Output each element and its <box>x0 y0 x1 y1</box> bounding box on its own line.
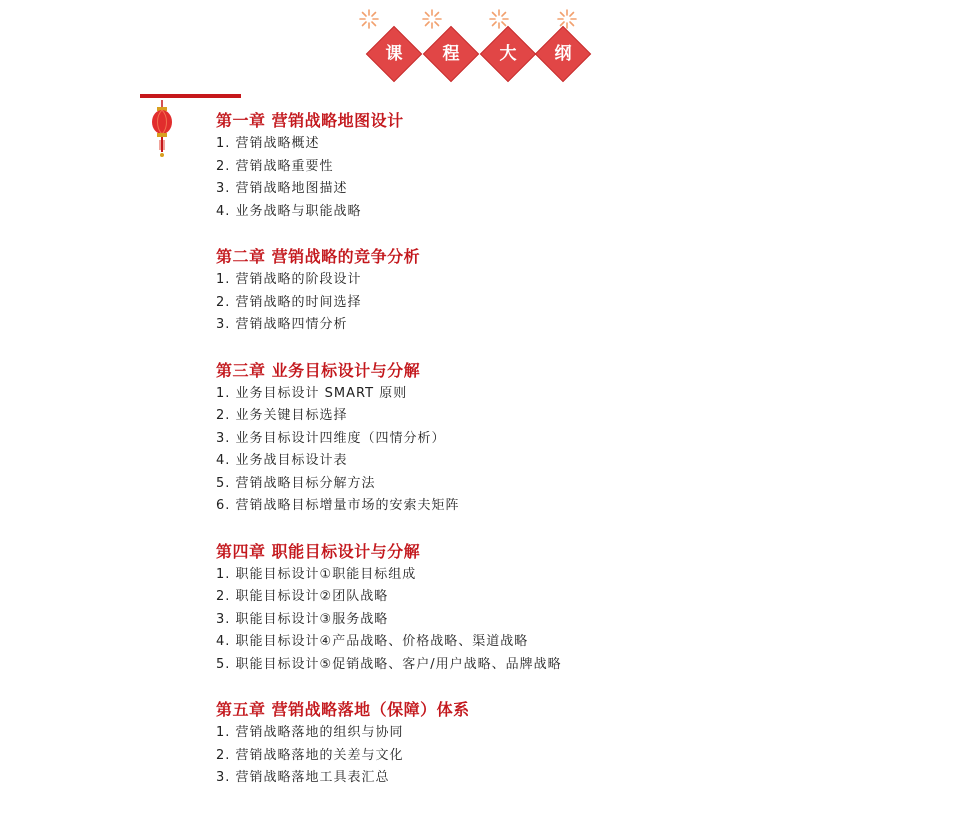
list-item: 6. 营销战略目标增量市场的安索夫矩阵 <box>216 498 460 513</box>
list-item: 3. 营销战略四情分析 <box>216 317 348 332</box>
chapter-title: 第五章 营销战略落地（保障）体系 <box>216 700 470 719</box>
list-item: 2. 营销战略的时间选择 <box>216 294 362 310</box>
list-item: 4. 业务战略与职能战略 <box>216 203 362 219</box>
list-item: 5. 职能目标设计⑤促销战略、客户/用户战略、品牌战略 <box>216 656 562 672</box>
list-item: 1. 营销战略的阶段设计 <box>216 272 362 287</box>
title-char: 课 <box>385 44 403 64</box>
list-item: 2. 营销战略落地的关差与文化 <box>216 747 404 763</box>
chapter-1 <box>216 109 916 223</box>
list-item: 4. 业务战目标设计表 <box>216 453 348 468</box>
list-item: 1. 业务目标设计 SMART 原则 <box>216 385 408 401</box>
list-item: 5. 营销战略目标分解方法 <box>216 475 376 491</box>
list-item: 1. 营销战略落地的组织与协同 <box>216 725 404 740</box>
chapter-title: 第二章 营销战略的竞争分析 <box>216 247 421 266</box>
list-item: 2. 营销战略重要性 <box>216 158 334 174</box>
chapter-title: 第四章 职能目标设计与分解 <box>216 541 421 561</box>
chapter-2 <box>216 245 916 337</box>
header <box>0 0 958 100</box>
chapter-title: 第三章 业务目标设计与分解 <box>216 360 421 380</box>
chapter-3 <box>216 359 916 518</box>
chapter-5 <box>216 698 916 790</box>
lantern-icon <box>150 100 174 164</box>
title-diamond <box>423 26 479 82</box>
title-char: 大 <box>499 44 517 64</box>
title-diamond <box>366 26 422 82</box>
title-diamond <box>480 26 536 82</box>
course-outline <box>216 109 916 812</box>
list-item: 2. 职能目标设计②团队战略 <box>216 589 389 604</box>
list-item: 3. 职能目标设计③服务战略 <box>216 611 389 627</box>
title-char: 程 <box>442 44 460 64</box>
list-item: 2. 业务关键目标选择 <box>216 408 348 423</box>
list-item: 3. 业务目标设计四维度（四情分析） <box>216 430 446 446</box>
chapter-title: 第一章 营销战略地图设计 <box>216 111 404 130</box>
chapter-4 <box>216 540 916 677</box>
accent-bar <box>140 94 241 98</box>
list-item: 4. 职能目标设计④产品战略、价格战略、渠道战略 <box>216 634 529 649</box>
list-item: 3. 营销战略地图描述 <box>216 181 348 196</box>
list-item: 3. 营销战略落地工具表汇总 <box>216 770 390 785</box>
list-item: 1. 职能目标设计①职能目标组成 <box>216 566 417 582</box>
title-char: 纲 <box>554 44 572 64</box>
list-item: 1. 营销战略概述 <box>216 136 320 151</box>
title-diamond <box>535 26 591 82</box>
